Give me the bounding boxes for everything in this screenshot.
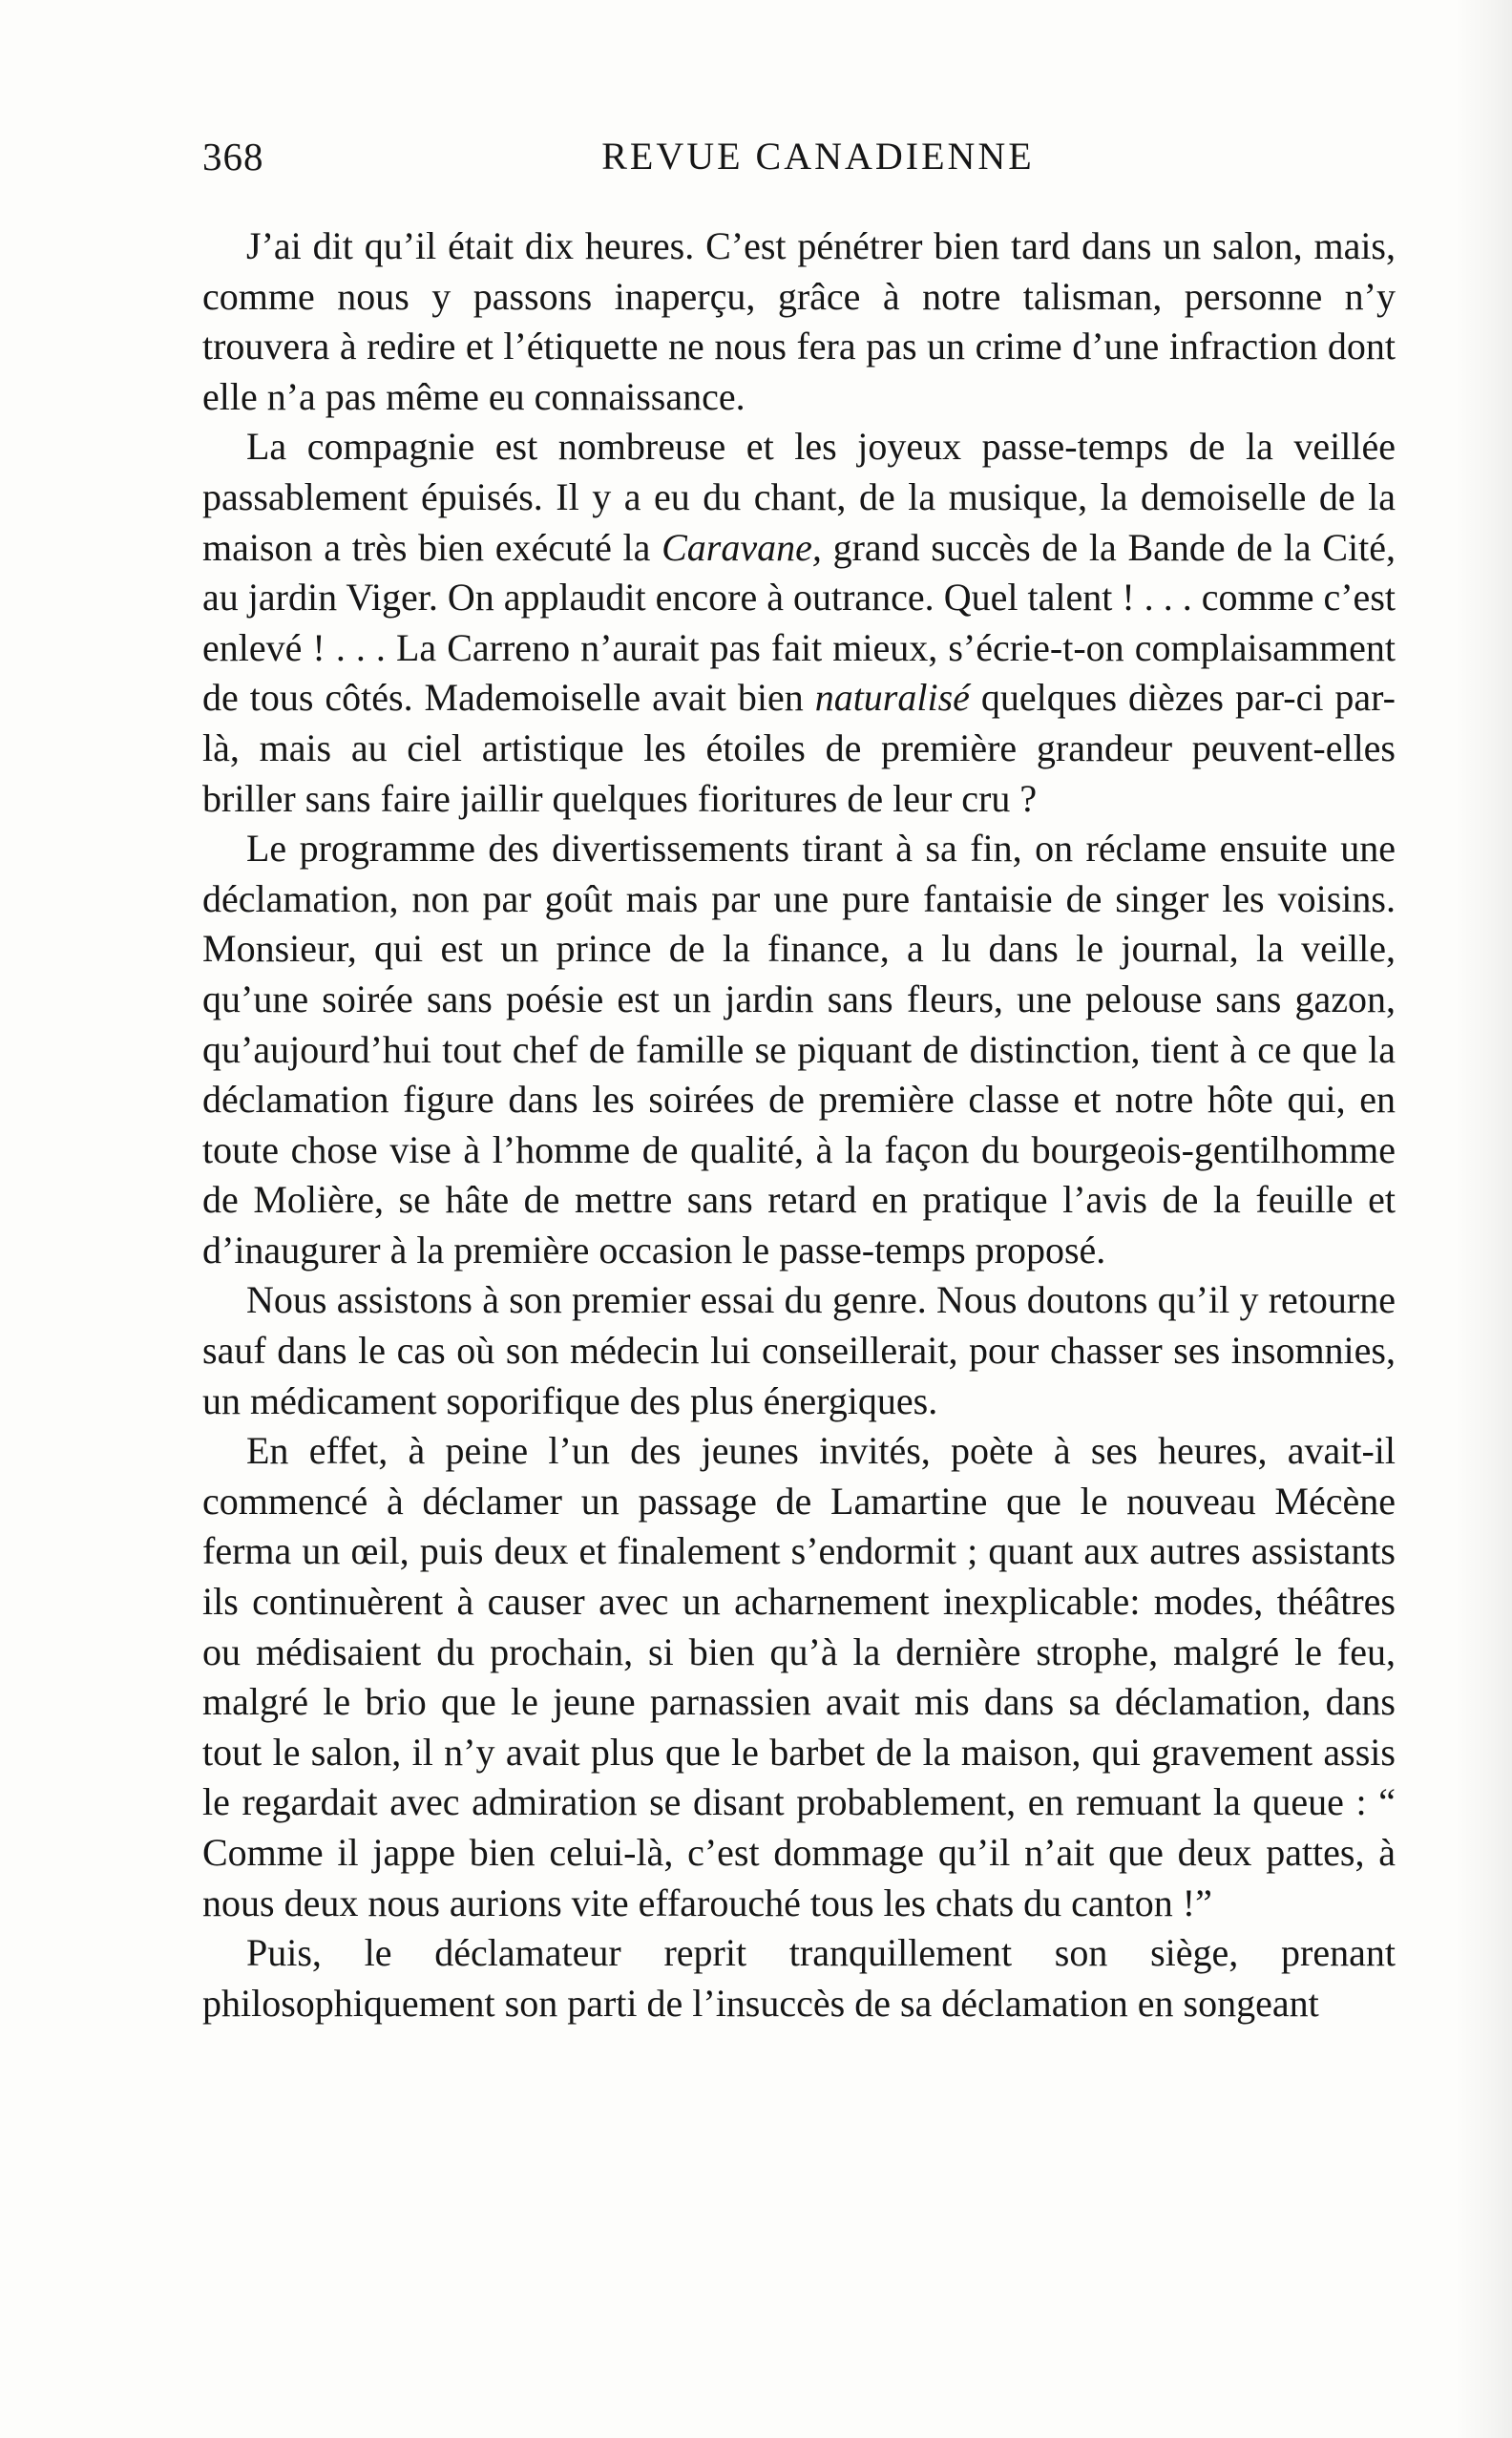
paragraph-6: Puis, le déclamateur reprit tranquillement son siège, prenant philosophiquement son parti de l’insuccès de sa déclamation en songeant bbox=[202, 1931, 1396, 2025]
page-number: 368 bbox=[202, 135, 264, 179]
paragraph-2 bbox=[202, 422, 1396, 824]
paragraph-4: Nous assistons à son premier essai du genre. Nous doutons qu’il y retourne sauf dans le cas où son médecin lui conseillerait, pour chasser ses insomnies, un médicament soporifique des plus énergiques. bbox=[202, 1278, 1396, 1422]
paragraph-3: Le programme des divertissements tirant à sa fin, on réclame ensuite une déclamation, non par goût mais par une pure fantaisie de singer les voisins. Monsieur, qui est un prince de la finance, a lu dans le journal, la veille, qu’une soirée sans poésie est un jardin sans fleurs, une pelouse sans gazon, qu’aujourd’hui tout chef de famille se piquant de distinction, tient à ce que la déclamation figure dans les soirées de première classe et notre hôte qui, en toute chose vise à l’homme de qualité, à la façon du bourgeois-gentilhomme de Molière, se hâte de mettre sans retard en pratique l’avis de la feuille et d’inaugurer à la première occasion le passe-temps proposé. bbox=[202, 827, 1396, 1272]
paragraph-5: En effet, à peine l’un des jeunes invités, poète à ses heures, avait-il commencé à déclamer un passage de Lamartine que le nouveau Mécène ferma un œil, puis deux et finalement s’endormit ; quant aux autres assistants ils continuèrent à causer avec un acharnement inexplicable: modes, théâtres ou médisaient du prochain, si bien qu’à la dernière strophe, malgré le feu, malgré le brio que le jeune parnassien avait mis dans sa déclamation, dans tout le salon, il n’y avait plus que le barbet de la maison, qui gravement assis le regardait avec admiration se disant probablement, en remuant la queue : “ Comme il jappe bien celui-là, c’est dommage qu’il n’ait que deux pattes, à nous deux nous aurions vite effarouché tous les chats du canton !” bbox=[202, 1429, 1396, 1924]
running-title: REVUE CANADIENNE bbox=[601, 135, 1035, 178]
body-text bbox=[202, 221, 1396, 2028]
page-header bbox=[202, 134, 1434, 191]
italic-naturalise: naturalisé bbox=[814, 676, 970, 720]
paragraph-2-part-2: grand succès de la Bande de la Cité, au jardin Viger. On applaudit encore à outrance. Quel talent ! . . . comme c’est enlevé ! . . . La Carreno n’aurait pas fait mieux, s’écrie-t-on complaisamment de tous côtés. Mademoiselle avait bien bbox=[202, 525, 1396, 720]
paragraph-2-part-3: quelques dièzes par-ci par-là, mais au ciel artistique les étoiles de première grandeur peuvent-elles briller sans faire jaillir quelques fioritures de leur cru ? bbox=[202, 676, 1396, 820]
italic-caravane: Caravane, bbox=[662, 525, 822, 569]
scan-edge-shadow bbox=[1455, 0, 1512, 2438]
paragraph-2-part-1: La compagnie est nombreuse et les joyeux passe-temps de la veillée passablement épuisés. Il y a eu du chant, de la musique, la demoiselle de la maison a très bien exécuté la bbox=[202, 425, 1396, 569]
paragraph-1: J’ai dit qu’il était dix heures. C’est pénétrer bien tard dans un salon, mais, comme nous y passons inaperçu, grâce à notre talisman, personne n’y trouvera à redire et l’étiquette ne nous fera pas un crime d’une infraction dont elle n’a pas même eu connaissance. bbox=[202, 224, 1396, 418]
